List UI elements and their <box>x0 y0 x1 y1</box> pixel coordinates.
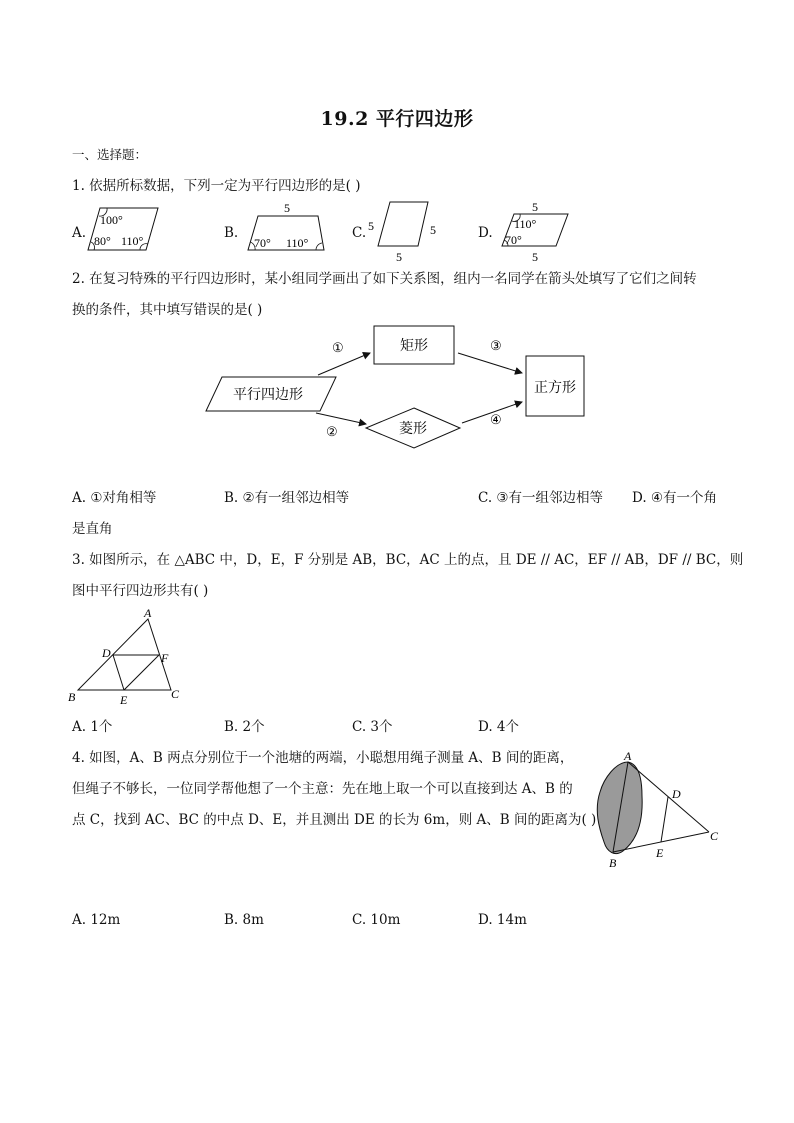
q3-label-b: B <box>68 690 76 704</box>
q4-stem-line1: 4. 如图，A、B 两点分别位于一个池塘的两端，小聪想用绳子测量 A、B 间的距离， <box>72 750 574 766</box>
q1c-right-length: 5 <box>430 223 436 237</box>
q4-label-b: B <box>609 856 617 870</box>
q3-option-d[interactable]: D. 4个 <box>478 719 520 735</box>
arrow-label-1: ① <box>332 340 344 355</box>
q2-stem-line1: 2. 在复习特殊的平行四边形时，某小组同学画出了如下关系图，组内一名同学在箭头处填写了它们之间转 <box>72 271 697 287</box>
q1a-angle-bl: 80° <box>94 234 111 248</box>
q1-figure-a <box>86 204 162 254</box>
parallelogram-label: 平行四边形 <box>233 388 303 403</box>
q1-option-d-label[interactable]: D. <box>478 225 493 241</box>
q4-label-e: E <box>656 846 664 860</box>
q4-pond-figure <box>588 748 728 872</box>
q2-stem-line2: 换的条件，其中填写错误的是( ) <box>72 302 263 318</box>
q3-stem-line1: 3. 如图所示，在 △ABC 中，D，E，F 分别是 AB，BC，AC 上的点，且 DE // AC，EF // AB，DF // BC，则 <box>72 552 744 568</box>
q4-option-c[interactable]: C. 10m <box>352 912 401 928</box>
q4-label-c: C <box>710 829 719 843</box>
arrow-label-4: ④ <box>490 412 502 427</box>
q2-option-a[interactable]: A. ①对角相等 <box>72 490 157 506</box>
pond-shape <box>597 762 642 854</box>
q1d-bottom-length: 5 <box>532 250 538 264</box>
q1a-angle-tl: 100° <box>100 213 123 227</box>
section-heading: 一、选择题： <box>72 147 148 162</box>
q1-figure-d <box>492 200 572 266</box>
q4-option-a[interactable]: A. 12m <box>72 912 121 928</box>
q3-option-c[interactable]: C. 3个 <box>352 719 393 735</box>
q1-option-a-label[interactable]: A. <box>72 225 87 241</box>
q2-option-d[interactable]: D. ④有一个角 <box>632 490 718 506</box>
q3-stem-line2: 图中平行四边形共有( ) <box>72 583 209 599</box>
rhombus-label: 菱形 <box>399 422 427 437</box>
q1-option-b-label[interactable]: B. <box>224 225 239 241</box>
q4-label-a: A <box>624 749 632 763</box>
q4-stem-line2: 但绳子不够长，一位同学帮他想了一个主意：先在地上取一个可以直接到达 A、B 的 <box>72 781 573 797</box>
q2-option-c[interactable]: C. ③有一组邻边相等 <box>478 490 604 506</box>
q3-triangle-figure <box>66 606 190 710</box>
q1-figure-b <box>244 200 328 254</box>
q3-option-a[interactable]: A. 1个 <box>72 719 113 735</box>
q1c-bottom-length: 5 <box>396 250 402 264</box>
q3-label-e: E <box>120 693 128 707</box>
q1b-angle-bl: 70° <box>254 236 271 250</box>
q2-relation-diagram <box>200 318 600 458</box>
q4-option-d[interactable]: D. 14m <box>478 912 527 928</box>
square-label: 正方形 <box>534 381 576 396</box>
q1c-left-length: 5 <box>368 219 374 233</box>
q1b-angle-br: 110° <box>286 236 309 250</box>
q1-option-c-label[interactable]: C. <box>352 225 367 241</box>
rectangle-label: 矩形 <box>400 339 428 354</box>
q2-option-b[interactable]: B. ②有一组邻边相等 <box>224 490 350 506</box>
q3-label-a: A <box>144 606 152 620</box>
q1-stem: 1. 依据所标数据，下列一定为平行四边形的是( ) <box>72 178 361 194</box>
q3-label-d: D <box>102 646 111 660</box>
q4-stem-line3: 点 C，找到 AC、BC 的中点 D、E，并且测出 DE 的长为 6m，则 A、B 间的距离为( ) <box>72 812 597 828</box>
q1d-angle-bl: 70° <box>505 233 522 247</box>
q1-figure-c <box>364 200 444 266</box>
arrow-label-2: ② <box>326 424 338 439</box>
q1b-top-length: 5 <box>284 201 290 215</box>
q1d-angle-tl: 110° <box>514 217 537 231</box>
page-title: 19.2 平行四边形 <box>320 108 474 130</box>
q3-label-f: F <box>161 651 169 665</box>
q2-option-d-continued: 是直角 <box>72 521 113 537</box>
q1a-angle-br: 110° <box>121 234 144 248</box>
arrow-label-3: ③ <box>490 338 502 353</box>
q4-option-b[interactable]: B. 8m <box>224 912 264 928</box>
q4-label-d: D <box>672 787 681 801</box>
q1d-top-length: 5 <box>532 200 538 214</box>
q3-option-b[interactable]: B. 2个 <box>224 719 265 735</box>
q3-label-c: C <box>171 687 180 701</box>
